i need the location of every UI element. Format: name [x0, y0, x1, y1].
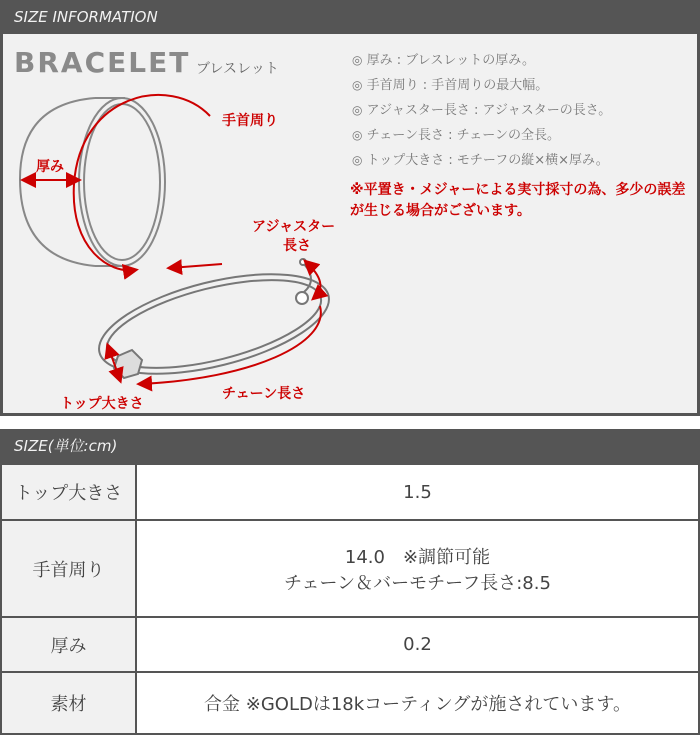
wrist-label: 手首周り — [222, 113, 278, 129]
size-information-header — [0, 0, 700, 34]
adjuster-label-line2: 長さ — [283, 238, 311, 254]
wrist-arrow-end — [170, 264, 222, 268]
bracelet-title: BRACELET — [14, 46, 191, 79]
table-row — [1, 520, 699, 617]
row-value: 0.2 — [136, 617, 699, 672]
size-information-title: SIZE INFORMATION — [14, 8, 158, 26]
note-item: ◎ 手首周り : 手首周りの最大幅。 — [352, 78, 549, 93]
size-header-title: SIZE(単位:cm) — [14, 437, 118, 455]
top-size-label: トップ大きさ — [60, 396, 144, 412]
chain-arrow — [140, 306, 321, 384]
size-header — [0, 429, 700, 463]
notes-list — [352, 48, 692, 173]
row-value: 1.5 — [136, 464, 699, 520]
row-key: 手首周り — [1, 520, 136, 617]
row-key: 厚み — [1, 617, 136, 672]
adjuster-label-line1: アジャスター — [252, 219, 336, 235]
note-item: ◎ トップ大きさ : モチーフの縦×横×厚み。 — [352, 153, 609, 168]
table-row — [1, 464, 699, 520]
chain-label: チェーン長さ — [222, 386, 306, 402]
note-item: ◎ アジャスター長さ : アジャスターの長さ。 — [352, 103, 612, 118]
row-value: 合金 ※GOLDは18kコーティングが施されています。 — [136, 672, 699, 734]
note-item: ◎ 厚み : ブレスレットの厚み。 — [352, 53, 536, 68]
measurement-warning: ※平置き・メジャーによる実寸採寸の為、多少の誤差が生じる場合がございます。 — [350, 182, 686, 219]
row-key: トップ大きさ — [1, 464, 136, 520]
row-key: 素材 — [1, 672, 136, 734]
table-row — [1, 672, 699, 734]
thickness-label: 厚み — [36, 159, 64, 175]
note-item: ◎ チェーン長さ : チェーンの全長。 — [352, 128, 560, 143]
row-value-line2: チェーン＆バーモチーフ長さ:8.5 — [284, 572, 551, 594]
bracelet-subtitle: ブレスレット — [196, 61, 279, 77]
row-value — [136, 520, 699, 617]
table-row — [1, 617, 699, 672]
size-table — [0, 463, 700, 735]
row-value-line1: 14.0 ※調節可能 — [344, 546, 491, 568]
cuff-bracelet-drawing — [20, 98, 165, 266]
chain-bracelet-drawing — [89, 255, 338, 394]
